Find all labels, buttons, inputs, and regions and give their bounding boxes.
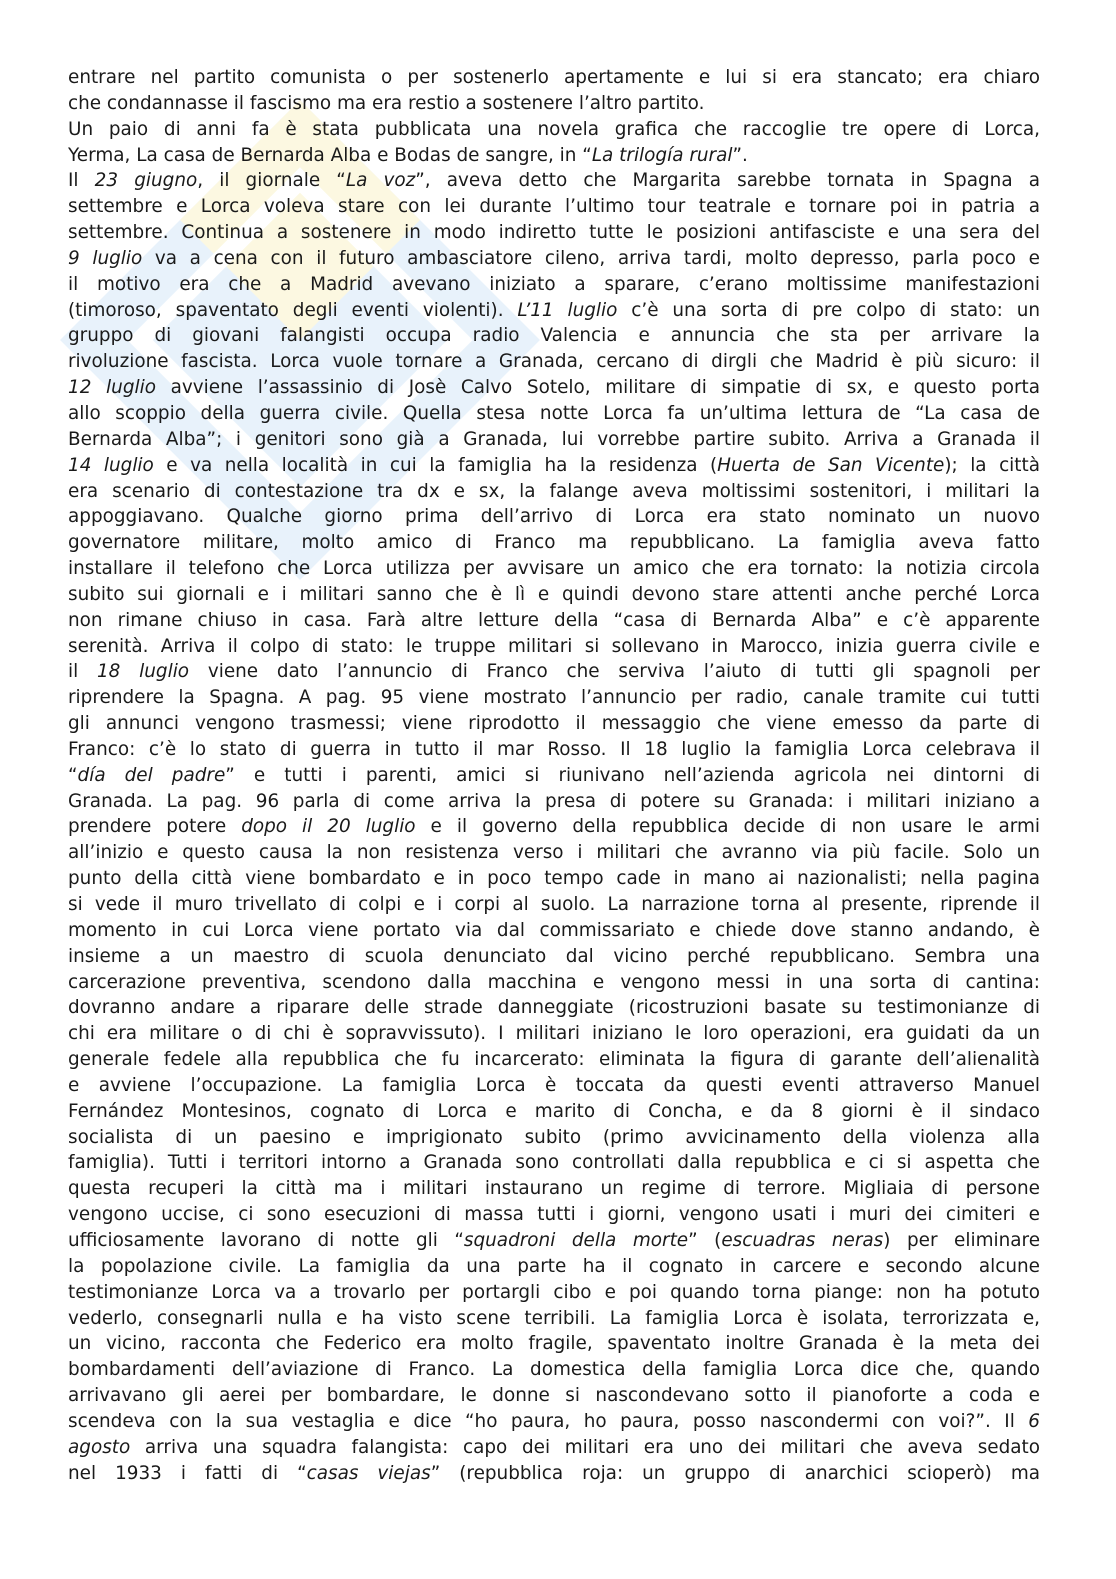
text-run: arrivavano gli aerei per bombardare, le donne si nascondevano sotto il pianoforte a coda e xyxy=(68,1385,1040,1407)
text-run: momento in cui Lorca viene portato via dal commissariato e chiede dove stanno andando, è xyxy=(68,919,1040,941)
text-run: dovranno andare a riparare delle strade danneggiate (ricostruzioni basate su testimonianze di xyxy=(68,997,1040,1019)
text-run: carcerazione preventiva, scendono dalla macchina e vengono messi in una sorta di cantina: xyxy=(68,971,1040,993)
text-run: settembre. Continua a sostenere in modo indiretto tutte le posizioni antifasciste e una sera del xyxy=(68,222,1040,244)
text-run: installare il telefono che Lorca utilizza per avvisare un amico che era tornato: la notizia circola xyxy=(68,558,1040,580)
text-run: il xyxy=(68,661,97,683)
italic-text-run: 18 luglio xyxy=(96,661,190,683)
text-line xyxy=(68,582,1040,608)
text-line xyxy=(68,944,1040,970)
text-line xyxy=(68,65,1040,91)
text-line xyxy=(68,1383,1040,1409)
italic-text-run: La voz xyxy=(345,170,416,192)
text-run: Granada. La pag. 96 parla di come arriva la presa di potere su Granada: i militari iniziano a xyxy=(68,790,1040,812)
text-line xyxy=(68,1176,1040,1202)
text-line xyxy=(68,970,1040,996)
text-line xyxy=(68,194,1040,220)
text-line xyxy=(68,685,1040,711)
text-run: si vede il muro trivellato di colpi e i corpi al suolo. La narrazione torna al presente, riprende il xyxy=(68,894,1040,915)
text-line xyxy=(68,168,1040,194)
text-run: ); la città xyxy=(944,454,1040,476)
italic-text-run: 12 luglio xyxy=(68,377,156,399)
italic-text-run: escuadras neras xyxy=(721,1229,884,1251)
text-line xyxy=(68,995,1040,1021)
text-run: all’inizio e questo causa la non resistenza verso i militari che avranno via più facile. Solo un xyxy=(68,842,1040,864)
text-line xyxy=(68,1435,1040,1461)
text-line xyxy=(68,918,1040,944)
text-line xyxy=(68,763,1040,789)
text-run: ufficiosamente lavorano di notte gli “ xyxy=(68,1229,464,1251)
text-line xyxy=(68,117,1040,143)
text-line xyxy=(68,1280,1040,1306)
text-line xyxy=(68,737,1040,763)
italic-text-run: dopo il 20 luglio xyxy=(241,816,416,838)
text-run: prendere potere xyxy=(68,816,242,838)
text-run: serenità. Arriva il colpo di stato: le truppe militari si sollevano in Marocco, inizia guerra civile e xyxy=(68,635,1040,657)
text-line xyxy=(68,1461,1040,1487)
text-line xyxy=(68,1021,1040,1047)
text-line xyxy=(68,1202,1040,1228)
text-run: ” ( xyxy=(688,1229,722,1251)
italic-text-run: squadroni della morte xyxy=(463,1229,689,1251)
text-run: il motivo era che a Madrid avevano iniziato a sparare, c’erano moltissime manifestazioni xyxy=(68,273,1040,295)
text-run: e va nella località in cui la famiglia ha la residenza ( xyxy=(153,454,718,476)
document-body xyxy=(68,65,1040,1486)
text-run: testimonianze Lorca va a trovarlo per portargli cibo e poi quando torna piange: non ha potuto xyxy=(68,1281,1040,1303)
italic-text-run: agosto xyxy=(68,1436,131,1458)
text-line xyxy=(68,323,1040,349)
italic-text-run: 14 luglio xyxy=(68,454,154,476)
text-run: Franco: c’è lo stato di guerra in tutto il mar Rosso. Il 18 luglio la famiglia Lorca celebrava il xyxy=(68,738,1040,760)
text-line xyxy=(68,349,1040,375)
text-run: punto della città viene bombardato e in poco tempo cade in mano ai nazionalisti; nella pagina xyxy=(68,868,1040,890)
text-run: socialista di un paesino e imprigionato subito (primo avvicinamento della violenza alla xyxy=(68,1126,1040,1148)
text-run: era scenario di contestazione tra dx e sx, la falange aveva moltissimi sostenitori, i militari la xyxy=(68,480,1040,502)
text-line xyxy=(68,1306,1040,1332)
text-line xyxy=(68,1254,1040,1280)
text-run: vederlo, consegnarli nulla e ha visto scene terribili. La famiglia Lorca è isolata, terrorizzata e, xyxy=(68,1307,1040,1329)
text-run: “ xyxy=(68,764,78,786)
italic-text-run: La trilogía rural xyxy=(591,144,733,166)
text-line xyxy=(68,1150,1040,1176)
text-line xyxy=(68,375,1040,401)
text-run: Fernández Montesinos, cognato di Lorca e marito di Concha, e da 8 giorni è il sindaco xyxy=(68,1100,1040,1122)
italic-text-run: Huerta de San Vicente xyxy=(717,454,945,476)
text-line xyxy=(68,401,1040,427)
text-run: (timoroso, spaventato degli eventi violenti). xyxy=(68,299,518,321)
text-run: c’è una sorta di pre colpo di stato: un xyxy=(617,299,1041,321)
text-run: avviene l’assassinio di Josè Calvo Sotelo, militare di simpatie di sx, e questo porta xyxy=(155,377,1040,399)
text-run: entrare nel partito comunista o per sostenerlo apertamente e lui si era stancato; era chiaro xyxy=(68,67,1040,88)
italic-text-run: L’11 luglio xyxy=(517,299,618,321)
text-run: non rimane chiuso in casa. Farà altre letture della “casa di Bernarda Alba” e c’è apparente xyxy=(68,609,1040,631)
text-line xyxy=(68,659,1040,685)
italic-text-run: 9 luglio xyxy=(68,247,143,269)
text-run: viene dato l’annuncio di Franco che serviva l’aiuto di tutti gli spagnoli per xyxy=(189,661,1040,683)
text-line xyxy=(68,1073,1040,1099)
text-line xyxy=(68,892,1040,918)
text-run: e il governo della repubblica decide di non usare le armi xyxy=(415,816,1041,838)
text-run: rivoluzione fascista. Lorca vuole tornare a Granada, cercano di dirgli che Madrid è più sicuro: il xyxy=(68,351,1040,373)
text-run: , il giornale “ xyxy=(197,170,346,192)
text-line xyxy=(68,479,1040,505)
text-line xyxy=(68,1409,1040,1435)
text-line xyxy=(68,840,1040,866)
italic-text-run: casas viejas xyxy=(306,1462,431,1484)
text-line xyxy=(68,298,1040,324)
italic-text-run: 23 giugno xyxy=(94,170,198,192)
text-line xyxy=(68,143,1040,169)
text-run: nel 1933 i fatti di “ xyxy=(68,1462,307,1484)
text-line xyxy=(68,1331,1040,1357)
text-run: settembre e Lorca voleva stare con lei durante l’ultimo tour teatrale e tornare poi in patria a xyxy=(68,196,1040,218)
text-line xyxy=(68,814,1040,840)
text-line xyxy=(68,1125,1040,1151)
text-run: Un paio di anni fa è stata pubblicata una novela grafica che raccoglie tre opere di Lorca, xyxy=(68,118,1040,140)
text-run: scendeva con la sua vestaglia e dice “ho paura, ho paura, posso nascondermi con voi?”. Il xyxy=(68,1410,1029,1432)
text-line xyxy=(68,1099,1040,1125)
text-run: Yerma, La casa de Bernarda Alba e Bodas de sangre, in “ xyxy=(68,144,592,166)
text-line xyxy=(68,530,1040,556)
text-run: subito sui giornali e i militari sanno che è lì e quindi devono stare attenti anche perché Lorca xyxy=(68,583,1040,605)
text-line xyxy=(68,272,1040,298)
text-run: un vicino, racconta che Federico era molto fragile, spaventato inoltre Granada è la meta dei xyxy=(68,1333,1040,1355)
text-run: generale fedele alla repubblica che fu incarcerato: eliminata la figura di garante dell’alienalità xyxy=(68,1049,1040,1071)
text-line xyxy=(68,1228,1040,1254)
text-run: gruppo di giovani falangisti occupa radio Valencia e annuncia che sta per arrivare la xyxy=(68,325,1040,347)
text-run: famiglia). Tutti i territori intorno a Granada sono controllati dalla repubblica e ci si aspetta che xyxy=(68,1152,1040,1174)
text-run: va a cena con il futuro ambasciatore cileno, arriva tardi, molto depresso, parla poco e xyxy=(142,247,1040,269)
text-line xyxy=(68,1047,1040,1073)
text-line xyxy=(68,556,1040,582)
text-run: questa recuperi la città ma i militari instaurano un regime di terrore. Migliaia di persone xyxy=(68,1178,1040,1200)
text-run: e avviene l’occupazione. La famiglia Lorca è toccata da questi eventi attraverso Manuel xyxy=(68,1074,1040,1096)
text-line xyxy=(68,246,1040,272)
text-run: governatore militare, molto amico di Franco ma repubblicano. La famiglia aveva fatto xyxy=(68,532,1040,554)
text-line xyxy=(68,91,1040,117)
text-run: chi era militare o di chi è sopravvissuto). I militari iniziano le loro operazioni, era guidati da un xyxy=(68,1023,1040,1045)
text-run: Bernarda Alba”; i genitori sono già a Granada, lui vorrebbe partire subito. Arriva a Granada il xyxy=(68,428,1040,450)
text-run: appoggiavano. Qualche giorno prima dell’arrivo di Lorca era stato nominato un nuovo xyxy=(68,506,1040,528)
text-line xyxy=(68,504,1040,530)
text-run: ”. xyxy=(732,144,748,166)
text-line xyxy=(68,608,1040,634)
text-line xyxy=(68,866,1040,892)
text-run: arriva una squadra falangista: capo dei militari era uno dei militari che aveva sedato xyxy=(130,1436,1040,1458)
text-run: ) per eliminare xyxy=(883,1229,1041,1251)
text-run: ”, aveva detto che Margarita sarebbe tornata in Spagna a xyxy=(415,170,1040,192)
italic-text-run: 6 xyxy=(1028,1410,1040,1432)
text-line xyxy=(68,220,1040,246)
text-run: allo scoppio della guerra civile. Quella stesa notte Lorca fa un’ultima lettura de “La casa de xyxy=(68,402,1040,424)
text-run: ” (repubblica roja: un gruppo di anarchici scioperò) ma xyxy=(430,1462,1041,1484)
text-line xyxy=(68,453,1040,479)
text-line xyxy=(68,634,1040,660)
text-run: insieme a un maestro di scuola denunciato dal vicino perché repubblicano. Sembra una xyxy=(68,945,1040,967)
text-run: la popolazione civile. La famiglia da una parte ha il cognato in carcere e secondo alcune xyxy=(68,1255,1040,1277)
text-line xyxy=(68,1357,1040,1383)
text-run: riprendere la Spagna. A pag. 95 viene mostrato l’annuncio per radio, canale tramite cui tutti xyxy=(68,687,1040,709)
text-run: Il xyxy=(68,170,95,192)
text-run: ” e tutti i parenti, amici si riunivano nell’azienda agricola nei dintorni di xyxy=(225,764,1041,786)
text-run: gli annunci vengono trasmessi; viene riprodotto il messaggio che viene emesso da parte di xyxy=(68,713,1040,735)
text-line xyxy=(68,711,1040,737)
italic-text-run: día del padre xyxy=(77,764,226,786)
text-run: bombardamenti dell’aviazione di Franco. La domestica della famiglia Lorca dice che, quando xyxy=(68,1359,1040,1381)
text-run: che condannasse il fascismo ma era restio a sostenere l’altro partito. xyxy=(68,92,705,114)
text-run: vengono uccise, ci sono esecuzioni di massa tutti i giorni, vengono usati i muri dei cimiteri e xyxy=(68,1204,1040,1226)
text-line xyxy=(68,427,1040,453)
text-line xyxy=(68,789,1040,815)
